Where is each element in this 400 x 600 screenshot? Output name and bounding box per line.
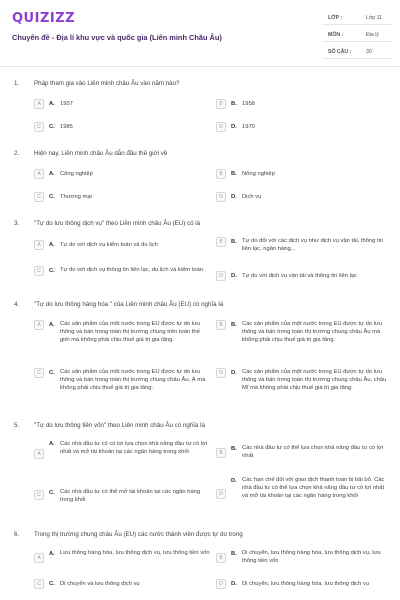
option-text: Các nhà đầu tư có thể mở tài khoản tại các ngân hàng trong khối [60,489,201,503]
answer-option[interactable] [216,549,386,569]
quizizz-logo: QUIZIZZ [12,11,76,26]
option-label: A. [49,101,55,107]
question-text: Trong thị trường chung châu Âu (EU) các nước thành viên được tự do trong [34,531,243,538]
option-text: Các hạn chế đối với giao dịch thanh toán bị bãi bỏ. Các nhà đầu tư có thể lựa chọn khả năng đầu tư có lợi nhất và mở tài khoản tại các ngân hàng trong khối [242,477,385,499]
option-letter-box: D [216,192,226,202]
option-letter-box: C [34,192,44,202]
meta-box [322,10,392,60]
option-letter-box: D [216,271,226,281]
question-number: 2. [14,150,20,157]
option-label: B. [231,171,237,177]
answer-option[interactable] [216,444,386,464]
option-label: A. [49,441,55,447]
question-text: "Tự do lưu thông tiền vốn" theo Liên minh châu Âu có nghĩa là [34,422,205,429]
question-number: 4. [14,301,20,308]
answer-option[interactable] [216,271,386,283]
question-text: "Tự do lưu thông hàng hóa " của Liên minh châu Âu (EU) có nghĩa là [34,301,224,308]
option-letter-box: C [34,266,44,276]
meta-key: MÔN : [328,32,344,38]
answer-option[interactable] [216,320,386,356]
answer-option[interactable] [34,488,214,508]
option-label: B. [231,551,237,557]
option-label: C. [49,268,55,274]
option-label: C. [49,490,55,496]
answer-option[interactable] [34,320,209,356]
option-text: Tự do đối với các dịch vụ như dịch vụ vận tải, thông tin liên lạc, ngân hàng... [242,238,384,252]
worksheet-header [0,0,400,66]
option-label: B. [231,101,237,107]
option-label: C. [49,370,55,376]
answer-option[interactable] [34,368,209,404]
option-text: Di chuyển, lưu thông hàng hóa, lưu thông dịch vụ [242,581,370,587]
option-text: 1957 [60,101,73,107]
option-text: 1970 [242,124,255,130]
option-letter-box: B [216,553,226,563]
question-number: 6. [14,531,20,538]
option-text: Các sản phẩm của một nước trong EU được tự do lưu thông và bán trong toàn thị trường chung châu Âu mà không phải chịu thuế giá trị gia tăng. [242,321,383,343]
meta-row-count [322,44,392,59]
option-label: D. [231,194,237,200]
option-text: Di chuyển, lưu thông hàng hóa, lưu thông dịch vụ, lưu thông tiền vốn [242,550,381,564]
option-letter-box: C [34,490,44,500]
option-letter-box: D [216,489,226,499]
question-number: 1. [14,80,20,87]
answer-option[interactable] [34,266,209,286]
meta-row-grade [322,10,392,25]
question-number: 5. [14,422,20,429]
option-label: D. [231,478,237,484]
option-label: B. [231,446,237,452]
option-text: Di chuyển và lưu thông dịch vụ [60,581,140,587]
option-label: C. [49,194,55,200]
option-text: Các sản phẩm của một nước trong EU được tự do lưu thông và bán trong toàn thị trường chung trên toàn thế giới mà không phải chịu thuế giá trị gia tăng. [60,321,201,343]
option-text: 1985 [60,124,73,130]
answer-option[interactable] [216,579,392,591]
option-letter-box: C [34,122,44,132]
question-text: Hiện nay, Liên minh châu Âu dẫn đầu thế giới về [34,150,168,157]
option-letter-box: C [34,368,44,378]
option-label: B. [231,239,237,245]
option-text: Công nghiệp [60,171,93,177]
option-letter-box: A [34,169,44,179]
answer-option[interactable] [216,368,386,404]
option-letter-box: B [216,448,226,458]
option-letter-box: B [216,99,226,109]
option-label: D. [231,581,237,587]
question-number: 3. [14,220,20,227]
meta-value: Địa lý [366,32,379,38]
answer-option[interactable] [216,99,386,111]
option-text: Nông nghiệp [242,171,275,177]
meta-value: Lớp 11 [366,15,382,21]
option-text: Thương mại [60,194,92,200]
meta-key: LỚP : [328,15,343,21]
question-text: Pháp tham gia vào Liên minh châu Âu vào năm nào? [34,80,180,87]
option-letter-box: A [34,99,44,109]
answer-option[interactable] [34,192,204,204]
option-text: Dịch vụ [242,194,262,200]
option-text: 1958 [242,101,255,107]
option-text: Tự do với dịch vụ kiểm toán và du lịch [60,242,158,248]
option-label: D. [231,370,237,376]
option-text: Các sản phẩm của một nước trong EU được tự do lưu thông và bán trong toàn thị trường chung châu Âu, Á mà không phải chịu thuế giá trị gia tăng. [60,369,206,391]
option-letter-box: C [34,579,44,589]
answer-option[interactable] [34,169,204,181]
option-label: A. [49,551,55,557]
option-letter-box: D [216,579,226,589]
option-text: Tự do với dịch vụ vận tải và thông tin liên lạc [242,273,357,279]
header-divider [0,66,400,67]
meta-row-subject [322,27,392,42]
option-letter-box: B [216,169,226,179]
answer-option[interactable] [216,169,386,181]
option-label: D. [231,124,237,130]
option-label: C. [49,581,55,587]
option-letter-box: A [34,553,44,563]
option-label: A. [49,171,55,177]
option-letter-box: A [34,240,44,250]
meta-key: SỐ CÂU : [328,49,352,55]
option-label: C. [49,124,55,130]
option-text: Tự do với dịch vụ thông tin liên lạc, du lịch và kiểm toán. [60,267,205,273]
answer-option[interactable] [34,99,204,111]
option-label: B. [231,322,237,328]
option-text: Lưu thông hàng hóa, lưu thông dịch vụ, lưu thông tiền vốn [60,550,210,556]
answer-option[interactable] [34,122,204,134]
option-text: Các nhà đầu tư có thể lựa chọn khả năng đầu tư có lợi nhất [242,445,384,459]
option-letter-box: B [216,237,226,247]
answer-option[interactable] [216,192,386,204]
option-letter-box: D [216,368,226,378]
answer-option[interactable] [216,122,386,134]
option-text: Các sản phẩm của một nước trong EU được tự do lưu thông và bán trong toàn thị trường chung châu Âu, châu Mĩ mà không phải chịu thuế giá trị gia tăng. [242,369,387,391]
question-text: "Tự do lưu thông dịch vụ" theo Liên minh châu Âu (EU) có là [34,220,201,227]
answer-option[interactable] [34,440,209,468]
answer-option[interactable] [34,549,209,569]
answer-option[interactable] [34,579,209,591]
option-letter-box: D [216,122,226,132]
option-letter-box: A [34,320,44,330]
answer-option[interactable] [216,237,386,257]
option-label: D. [231,273,237,279]
option-label: A. [49,322,55,328]
meta-value: 30 [366,49,372,55]
option-letter-box: A [34,449,44,459]
option-letter-box: B [216,320,226,330]
worksheet-title: Chuyên đề - Địa lí khu vực và quốc gia (Liên minh Châu Âu) [12,33,222,42]
answer-option[interactable] [216,476,386,514]
answer-option[interactable] [34,240,209,260]
option-text: Các nhà đầu tư có có lợi lựa chọn khả năng đầu tư có lợi nhất và mở tài khoản tại các ngân hàng trong khối [60,441,208,455]
option-label: A. [49,242,55,248]
